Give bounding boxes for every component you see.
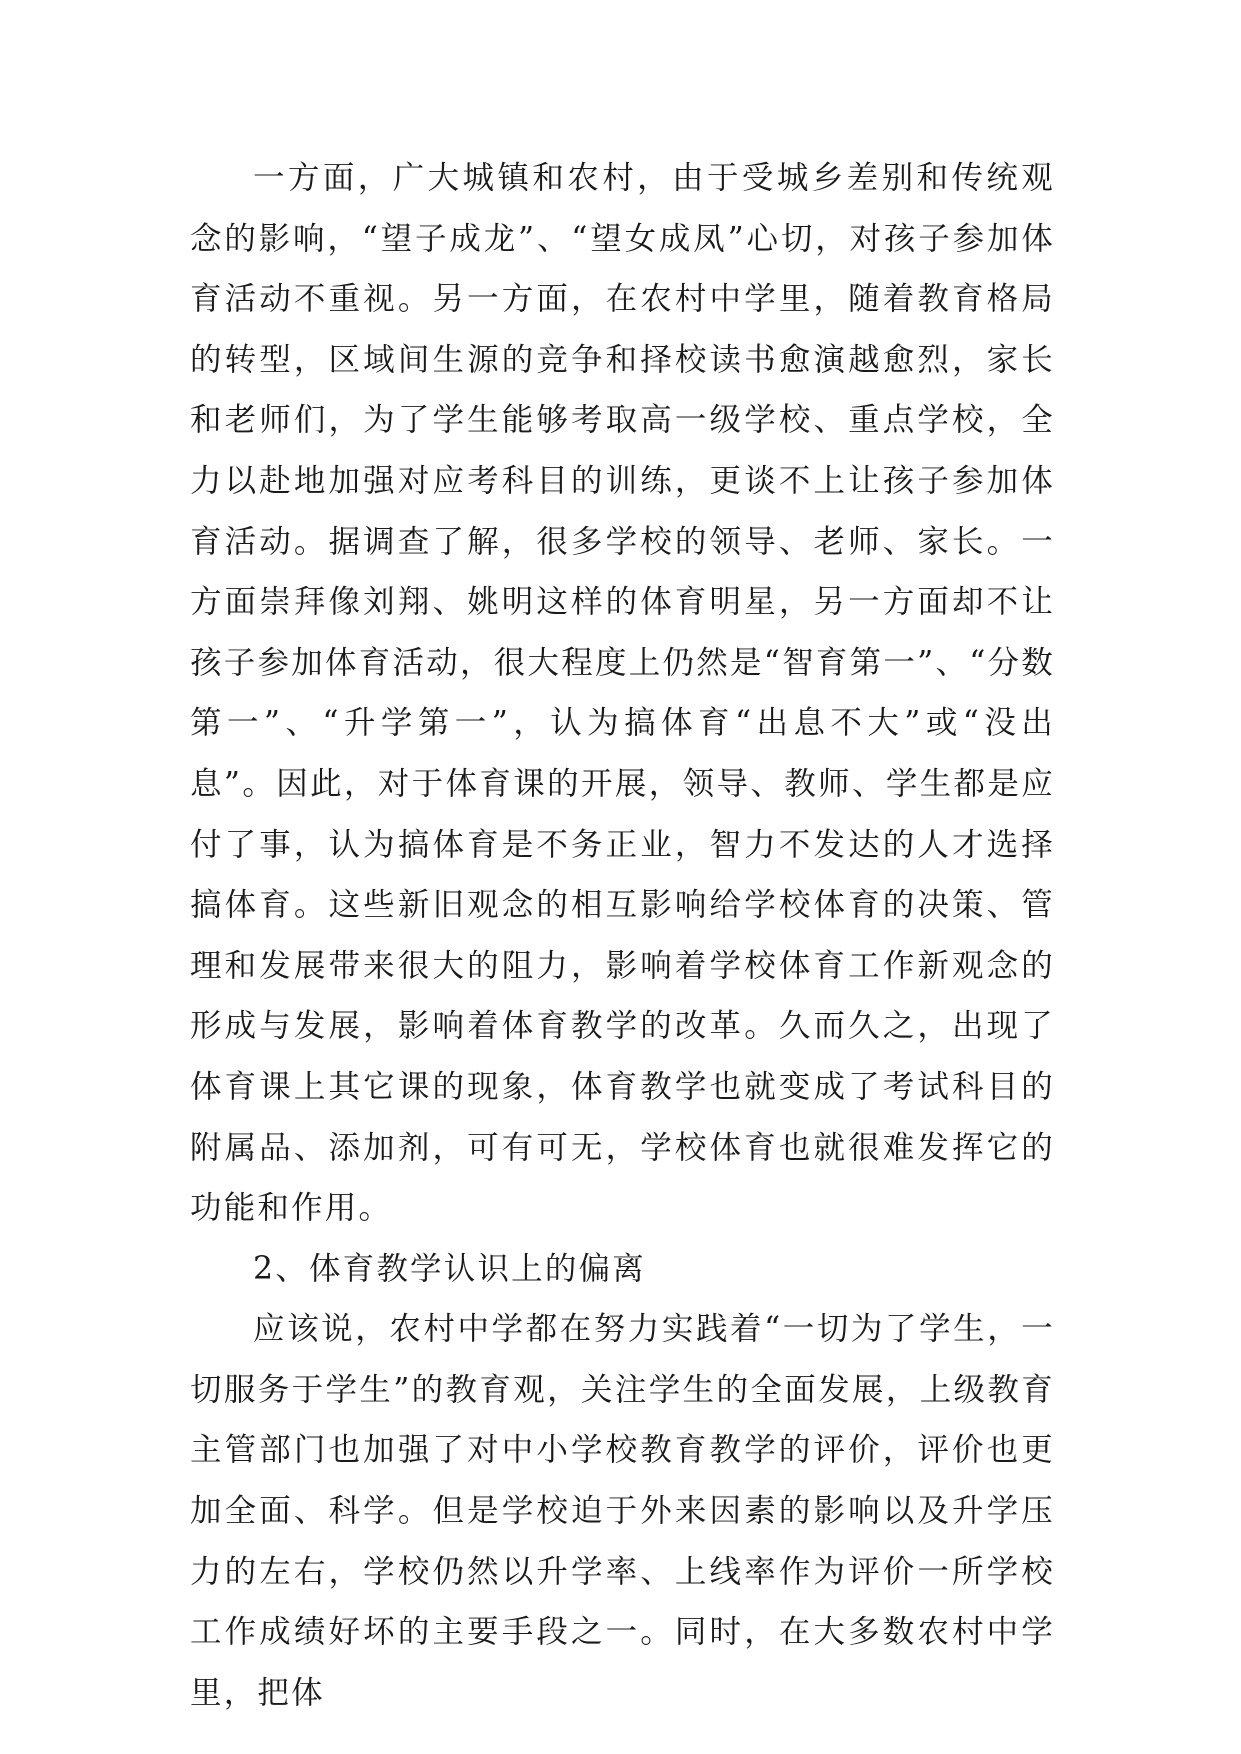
section-heading: 2、体育教学认识上的偏离 xyxy=(253,1250,646,1287)
document-body xyxy=(190,148,1055,1723)
paragraph-teaching-deviation: 应该说，农村中学都在努力实践着“一切为了学生，一切服务于学生”的教育观，关注学生的全面发展，上级教育主管部门也加强了对中小学校教育教学的评价，评价也更加全面、科学。但是学校迫于外来因素的影响以及升学压力的左右，学校仍然以升学率、上线率作为评价一所学校工作成绩好坏的主要手段之一。同时，在大多数农村中学里，把体 xyxy=(190,1311,1055,1711)
paragraph-traditional-views: 一方面，广大城镇和农村，由于受城乡差别和传统观念的影响，“望子成龙”、“望女成凤”心切，对孩子参加体育活动不重视。另一方面，在农村中学里，随着教育格局的转型，区域间生源的竞争和择校读书愈演越愈烈，家长和老师们，为了学生能够考取高一级学校、重点学校，全力以赴地加强对应考科目的训练，更谈不上让孩子参加体育活动。据调查了解，很多学校的领导、老师、家长。一方面崇拜像刘翔、姚明这样的体育明星，另一方面却不让孩子参加体育活动，很大程度上仍然是“智育第一”、“分数第一”、“升学第一”，认为搞体育“出息不大”或“没出息”。因此，对于体育课的开展，领导、教师、学生都是应付了事，认为搞体育是不务正业，智力不发达的人才选择搞体育。这些新旧观念的相互影响给学校体育的决策、管理和发展带来很大的阻力，影响着学校体育工作新观念的形成与发展，影响着体育教学的改革。久而久之，出现了体育课上其它课的现象，体育教学也就变成了考试科目的附属品、添加剂，可有可无，学校体育也就很难发挥它的功能和作用。 xyxy=(190,160,1055,1227)
